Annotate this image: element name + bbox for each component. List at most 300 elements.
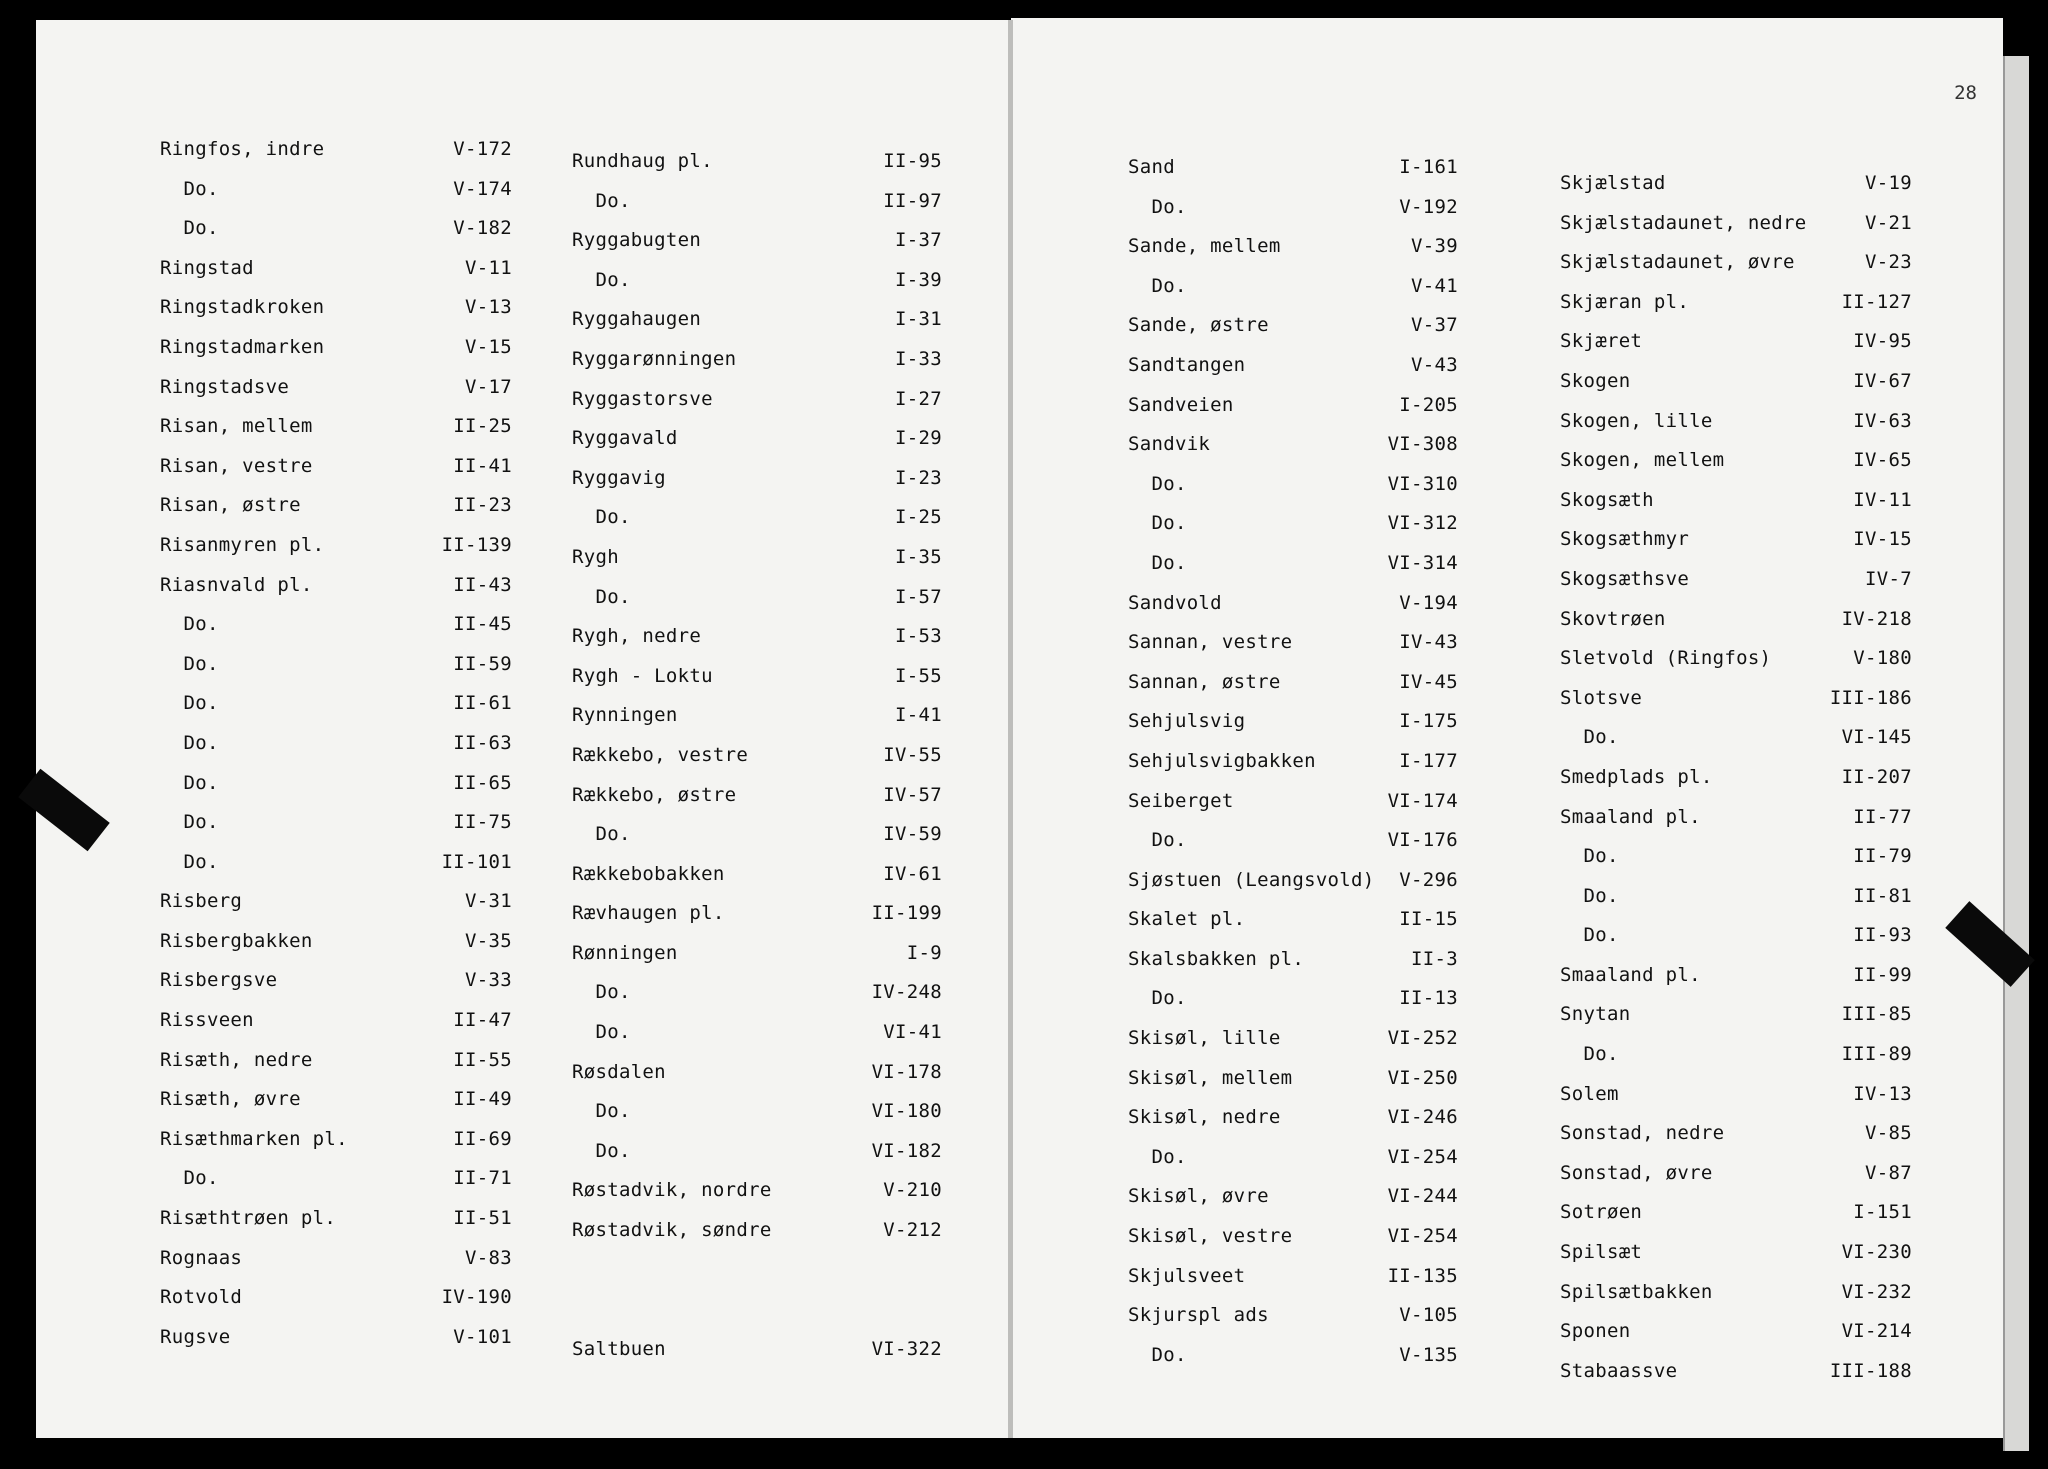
index-entry	[1560, 1003, 1912, 1043]
index-entry	[1128, 631, 1458, 671]
volume-page-reference: II-65	[453, 771, 512, 794]
volume-page-reference: II-63	[453, 731, 512, 754]
volume-page-reference: V-85	[1865, 1122, 1912, 1145]
index-entry	[1128, 592, 1458, 632]
volume-page-reference: V-23	[1865, 251, 1912, 274]
place-name: Ryggastorsve	[572, 387, 713, 410]
place-name: Sonstad, øvre	[1560, 1161, 1713, 1184]
volume-page-reference: I-177	[1399, 749, 1458, 772]
index-entry	[1128, 1225, 1458, 1265]
volume-page-reference: II-81	[1853, 884, 1912, 907]
volume-page-reference: VI-176	[1387, 829, 1458, 852]
volume-page-reference: V-13	[465, 296, 512, 319]
volume-page-reference: IV-45	[1399, 670, 1458, 693]
index-entry	[1128, 1027, 1458, 1067]
volume-page-reference: II-41	[453, 454, 512, 477]
index-entry	[1560, 608, 1912, 648]
place-name: Ryggarønningen	[572, 347, 737, 370]
index-entry	[160, 1049, 512, 1089]
volume-page-reference: II-3	[1411, 947, 1458, 970]
place-name: Sehjulsvig	[1128, 710, 1246, 733]
volume-page-reference: VI-180	[871, 1100, 942, 1123]
volume-page-reference: VI-254	[1387, 1145, 1458, 1168]
index-entry	[160, 534, 512, 574]
place-name: Skisøl, lille	[1128, 1027, 1281, 1050]
index-entry	[160, 1088, 512, 1128]
place-name: Risæth, øvre	[160, 1088, 301, 1111]
place-name: Skalsbakken pl.	[1128, 947, 1305, 970]
index-entry	[1128, 314, 1458, 354]
place-name: Ryggavig	[572, 466, 666, 489]
place-name: Risan, østre	[160, 494, 301, 517]
index-entry	[1128, 908, 1458, 948]
index-entry	[572, 1061, 942, 1101]
place-name: Ringfos, indre	[160, 138, 325, 160]
place-name: Ringstadsve	[160, 375, 290, 398]
place-name: Smaaland pl.	[1560, 805, 1701, 828]
index-entry	[572, 546, 942, 586]
index-entry	[1560, 1043, 1912, 1083]
place-name: Risanmyren pl.	[160, 533, 325, 556]
volume-page-reference: III-188	[1829, 1359, 1912, 1382]
index-entry	[1128, 394, 1458, 434]
volume-page-reference: V-33	[465, 969, 512, 992]
index-entry	[1560, 251, 1912, 291]
volume-page-reference: V-192	[1399, 195, 1458, 218]
place-name: Skogen, mellem	[1560, 449, 1725, 472]
place-name: Do.	[572, 585, 631, 608]
place-name: Do.	[1128, 987, 1187, 1010]
volume-page-reference: III-186	[1829, 686, 1912, 709]
volume-page-reference: V-43	[1411, 353, 1458, 376]
place-name: Sponen	[1560, 1320, 1631, 1343]
place-name: Do.	[160, 811, 219, 834]
index-entry	[572, 388, 942, 428]
index-entry	[572, 308, 942, 348]
index-entry	[1128, 1067, 1458, 1107]
volume-page-reference: I-41	[895, 704, 942, 727]
place-name: Ryggabugten	[572, 229, 702, 252]
place-name: Saltbuen	[572, 1337, 666, 1360]
place-name: Do.	[1560, 884, 1619, 907]
index-entry	[160, 178, 512, 218]
index-entry	[1560, 1122, 1912, 1162]
place-name: Spilsætbakken	[1560, 1280, 1713, 1303]
place-name: Skjælstadaunet, nedre	[1560, 211, 1807, 234]
place-name: Rotvold	[160, 1286, 243, 1309]
index-entry	[1560, 410, 1912, 450]
index-entry	[1560, 330, 1912, 370]
place-name: Skisøl, øvre	[1128, 1185, 1269, 1208]
place-name: Stabaassve	[1560, 1359, 1678, 1382]
place-name: Skogsæth	[1560, 488, 1654, 511]
volume-page-reference: VI-244	[1387, 1185, 1458, 1208]
volume-page-reference: II-135	[1387, 1264, 1458, 1287]
volume-page-reference: IV-67	[1853, 369, 1912, 392]
index-entry	[1128, 1146, 1458, 1186]
volume-page-reference: II-25	[453, 415, 512, 438]
volume-page-reference: V-21	[1865, 211, 1912, 234]
index-entry	[1560, 1241, 1912, 1281]
volume-page-reference: V-174	[453, 177, 512, 200]
place-name: Do.	[160, 771, 219, 794]
place-name: Sotrøen	[1560, 1201, 1643, 1224]
volume-page-reference: II-99	[1853, 963, 1912, 986]
index-entry	[572, 586, 942, 626]
index-entry	[572, 269, 942, 309]
index-entry	[160, 811, 512, 851]
index-entry	[572, 625, 942, 665]
place-name: Sandvik	[1128, 433, 1211, 456]
place-name: Smaaland pl.	[1560, 963, 1701, 986]
volume-page-reference: V-172	[453, 138, 512, 160]
index-entry	[160, 772, 512, 812]
index-entry	[572, 942, 942, 982]
place-name: Rønningen	[572, 941, 678, 964]
place-name: Ryggahaugen	[572, 308, 702, 331]
place-name: Rævhaugen pl.	[572, 902, 725, 925]
place-name: Do.	[1560, 726, 1619, 749]
index-entry	[572, 704, 942, 744]
index-entry	[1128, 552, 1458, 592]
place-name: Rækkebobakken	[572, 862, 725, 885]
place-name: Skogsæthmyr	[1560, 528, 1690, 551]
index-entry	[160, 336, 512, 376]
volume-page-reference: IV-57	[883, 783, 942, 806]
index-entry	[1560, 172, 1912, 212]
volume-page-reference: I-53	[895, 625, 942, 648]
index-entry	[160, 455, 512, 495]
place-name: Do.	[572, 1021, 631, 1044]
index-entry	[572, 348, 942, 388]
place-name: Do.	[1128, 195, 1187, 218]
index-entry	[1560, 1320, 1912, 1360]
volume-page-reference: V-105	[1399, 1304, 1458, 1327]
volume-page-reference: II-49	[453, 1088, 512, 1111]
place-name: Do.	[1560, 1043, 1619, 1066]
index-entry	[160, 930, 512, 970]
volume-page-reference: II-75	[453, 811, 512, 834]
volume-page-reference: I-23	[895, 466, 942, 489]
volume-page-reference: II-97	[883, 189, 942, 212]
volume-page-reference: II-139	[441, 533, 512, 556]
volume-page-reference: VI-310	[1387, 472, 1458, 495]
index-entry	[160, 1207, 512, 1247]
place-name: Sandveien	[1128, 393, 1234, 416]
index-column-3	[1128, 156, 1458, 1383]
index-entry	[572, 744, 942, 784]
index-entry	[1128, 433, 1458, 473]
volume-page-reference: V-35	[465, 929, 512, 952]
index-entry	[1560, 1201, 1912, 1241]
index-entry	[1128, 156, 1458, 196]
index-entry	[160, 692, 512, 732]
place-name: Rynningen	[572, 704, 678, 727]
index-entry	[1128, 354, 1458, 394]
place-name: Rygh, nedre	[572, 625, 702, 648]
place-name: Skjælstad	[1560, 172, 1666, 194]
index-entry	[572, 506, 942, 546]
place-name: Skisøl, mellem	[1128, 1066, 1293, 1089]
volume-page-reference: VI-230	[1841, 1241, 1912, 1264]
volume-page-reference: II-199	[871, 902, 942, 925]
place-name: Do.	[1128, 551, 1187, 574]
volume-page-reference: IV-15	[1853, 528, 1912, 551]
index-entry	[572, 427, 942, 467]
volume-page-reference: V-182	[453, 217, 512, 240]
volume-page-reference: II-23	[453, 494, 512, 517]
index-entry	[572, 229, 942, 269]
index-entry	[572, 823, 942, 863]
place-name: Sletvold (Ringfos)	[1560, 647, 1772, 670]
place-name: Sande, mellem	[1128, 235, 1281, 258]
index-entry	[160, 653, 512, 693]
place-name: Risæth, nedre	[160, 1048, 313, 1071]
index-entry	[1128, 987, 1458, 1027]
volume-page-reference: V-39	[1411, 235, 1458, 258]
volume-page-reference: II-61	[453, 692, 512, 715]
volume-page-reference: IV-65	[1853, 449, 1912, 472]
volume-page-reference: IV-95	[1853, 330, 1912, 353]
volume-page-reference: IV-63	[1853, 409, 1912, 432]
place-name: Risan, vestre	[160, 454, 313, 477]
volume-page-reference: VI-41	[883, 1021, 942, 1044]
index-entry	[572, 1259, 942, 1299]
volume-page-reference: II-79	[1853, 845, 1912, 868]
index-entry	[572, 190, 942, 230]
index-entry	[160, 851, 512, 891]
place-name: Do.	[1560, 924, 1619, 947]
place-name: Spilsæt	[1560, 1241, 1643, 1264]
place-name: Rissveen	[160, 1009, 254, 1032]
place-name: Skogen	[1560, 369, 1631, 392]
place-name: Sandtangen	[1128, 353, 1246, 376]
volume-page-reference: VI-314	[1387, 551, 1458, 574]
place-name: Do.	[160, 217, 219, 240]
index-entry	[1128, 1106, 1458, 1146]
place-name: Risan, mellem	[160, 415, 313, 438]
volume-page-reference: V-37	[1411, 314, 1458, 337]
volume-page-reference: III-85	[1841, 1003, 1912, 1026]
place-name: Do.	[1128, 512, 1187, 535]
index-entry	[572, 1100, 942, 1140]
volume-page-reference: II-43	[453, 573, 512, 596]
place-name: Do.	[572, 823, 631, 846]
index-entry	[1128, 275, 1458, 315]
place-name: Skalet pl.	[1128, 908, 1246, 931]
place-name: Do.	[1128, 472, 1187, 495]
index-entry	[160, 1247, 512, 1287]
index-entry	[1560, 766, 1912, 806]
place-name: Do.	[160, 652, 219, 675]
index-entry	[572, 1021, 942, 1061]
index-entry	[572, 150, 942, 190]
place-name: Rugsve	[160, 1325, 231, 1348]
index-entry	[1128, 473, 1458, 513]
volume-page-reference: VI-250	[1387, 1066, 1458, 1089]
place-name: Rognaas	[160, 1246, 243, 1269]
place-name: Do.	[160, 850, 219, 873]
volume-page-reference: II-127	[1841, 290, 1912, 313]
volume-page-reference: VI-182	[871, 1139, 942, 1162]
place-name: Skjulsveet	[1128, 1264, 1246, 1287]
volume-page-reference: I-55	[895, 664, 942, 687]
place-name: Sannan, østre	[1128, 670, 1281, 693]
index-entry	[1128, 710, 1458, 750]
volume-page-reference: VI-214	[1841, 1320, 1912, 1343]
volume-page-reference: IV-13	[1853, 1082, 1912, 1105]
index-entry	[572, 665, 942, 705]
index-entry	[572, 467, 942, 507]
place-name: Do.	[572, 1100, 631, 1123]
place-name: Røsdalen	[572, 1060, 666, 1083]
index-column-4	[1560, 172, 1912, 1399]
place-name: Do.	[1128, 829, 1187, 852]
place-name: Sehjulsvigbakken	[1128, 749, 1316, 772]
index-entry	[1128, 829, 1458, 869]
volume-page-reference: IV-190	[441, 1286, 512, 1309]
place-name: Do.	[1128, 1145, 1187, 1168]
index-entry	[1128, 750, 1458, 790]
index-entry	[1128, 1344, 1458, 1384]
place-name: Sannan, vestre	[1128, 631, 1293, 654]
place-name: Do.	[572, 1139, 631, 1162]
index-entry	[1560, 726, 1912, 766]
index-entry	[1128, 790, 1458, 830]
volume-page-reference: VI-232	[1841, 1280, 1912, 1303]
place-name: Skjæran pl.	[1560, 290, 1690, 313]
place-name: Do.	[572, 506, 631, 529]
index-entry	[572, 784, 942, 824]
index-entry	[160, 969, 512, 1009]
index-entry	[572, 1179, 942, 1219]
place-name: Sand	[1128, 156, 1175, 178]
book-spine	[1008, 20, 1013, 1438]
place-name: Do.	[572, 189, 631, 212]
volume-page-reference: II-13	[1399, 987, 1458, 1010]
index-entry	[160, 1128, 512, 1168]
index-entry	[1560, 1360, 1912, 1400]
index-entry	[160, 574, 512, 614]
place-name: Do.	[160, 692, 219, 715]
index-entry	[1560, 885, 1912, 925]
volume-page-reference: IV-248	[871, 981, 942, 1004]
place-name: Do.	[160, 731, 219, 754]
place-name: Skjurspl ads	[1128, 1304, 1269, 1327]
volume-page-reference: I-35	[895, 545, 942, 568]
volume-page-reference: VI-312	[1387, 512, 1458, 535]
index-entry	[1560, 449, 1912, 489]
index-entry	[1560, 370, 1912, 410]
place-name: Do.	[160, 1167, 219, 1190]
volume-page-reference: VI-246	[1387, 1106, 1458, 1129]
volume-page-reference: V-101	[453, 1325, 512, 1348]
place-name: Ryggavald	[572, 427, 678, 450]
volume-page-reference: II-55	[453, 1048, 512, 1071]
volume-page-reference: IV-61	[883, 862, 942, 885]
volume-page-reference: I-33	[895, 347, 942, 370]
volume-page-reference: V-212	[883, 1219, 942, 1242]
volume-page-reference: II-207	[1841, 765, 1912, 788]
index-entry	[1128, 1265, 1458, 1305]
place-name: Ringstad	[160, 256, 254, 279]
page-number: 28	[1954, 82, 1977, 104]
volume-page-reference: II-77	[1853, 805, 1912, 828]
index-entry	[572, 1140, 942, 1180]
index-entry	[160, 296, 512, 336]
index-entry	[1560, 1162, 1912, 1202]
index-entry	[1128, 1304, 1458, 1344]
volume-page-reference: V-11	[465, 256, 512, 279]
volume-page-reference: VI-252	[1387, 1027, 1458, 1050]
place-name: Risbergsve	[160, 969, 278, 992]
index-entry	[1560, 1083, 1912, 1123]
volume-page-reference: II-15	[1399, 908, 1458, 931]
place-name: Rundhaug pl.	[572, 150, 713, 172]
volume-page-reference: II-93	[1853, 924, 1912, 947]
index-entry	[160, 890, 512, 930]
place-name: Skisøl, nedre	[1128, 1106, 1281, 1129]
place-name: Risberg	[160, 890, 243, 913]
place-name: Skogen, lille	[1560, 409, 1713, 432]
volume-page-reference: I-175	[1399, 710, 1458, 733]
place-name: Slotsve	[1560, 686, 1643, 709]
place-name: Røstadvik, nordre	[572, 1179, 772, 1202]
place-name: Sandvold	[1128, 591, 1222, 614]
volume-page-reference: V-296	[1399, 868, 1458, 891]
volume-page-reference: I-205	[1399, 393, 1458, 416]
volume-page-reference: VI-145	[1841, 726, 1912, 749]
index-entry	[1560, 489, 1912, 529]
index-entry	[1560, 687, 1912, 727]
place-name: Do.	[160, 613, 219, 636]
volume-page-reference: I-161	[1399, 156, 1458, 178]
volume-page-reference: V-135	[1399, 1343, 1458, 1366]
place-name: Rygh	[572, 545, 619, 568]
index-entry	[160, 494, 512, 534]
index-entry	[1560, 964, 1912, 1004]
index-entry	[572, 1338, 942, 1378]
volume-page-reference: IV-11	[1853, 488, 1912, 511]
volume-page-reference: V-41	[1411, 274, 1458, 297]
volume-page-reference: V-180	[1853, 647, 1912, 670]
volume-page-reference: VI-254	[1387, 1225, 1458, 1248]
volume-page-reference: V-31	[465, 890, 512, 913]
place-name: Do.	[1128, 1343, 1187, 1366]
right-page-edge	[2003, 56, 2029, 1451]
index-entry	[1128, 1185, 1458, 1225]
place-name: Rygh - Loktu	[572, 664, 713, 687]
place-name: Skisøl, vestre	[1128, 1225, 1293, 1248]
place-name: Solem	[1560, 1082, 1619, 1105]
place-name: Risæthtrøen pl.	[160, 1207, 337, 1230]
index-entry	[1128, 948, 1458, 988]
volume-page-reference: V-17	[465, 375, 512, 398]
volume-page-reference: II-95	[883, 150, 942, 172]
index-entry	[160, 138, 512, 178]
place-name: Røstadvik, søndre	[572, 1219, 772, 1242]
index-entry	[160, 376, 512, 416]
volume-page-reference: I-39	[895, 268, 942, 291]
place-name: Smedplads pl.	[1560, 765, 1713, 788]
index-entry	[160, 415, 512, 455]
place-name: Snytan	[1560, 1003, 1631, 1026]
index-entry	[160, 1167, 512, 1207]
place-name: Ringstadkroken	[160, 296, 325, 319]
place-name: Do.	[160, 177, 219, 200]
volume-page-reference: IV-43	[1399, 631, 1458, 654]
index-entry	[160, 732, 512, 772]
